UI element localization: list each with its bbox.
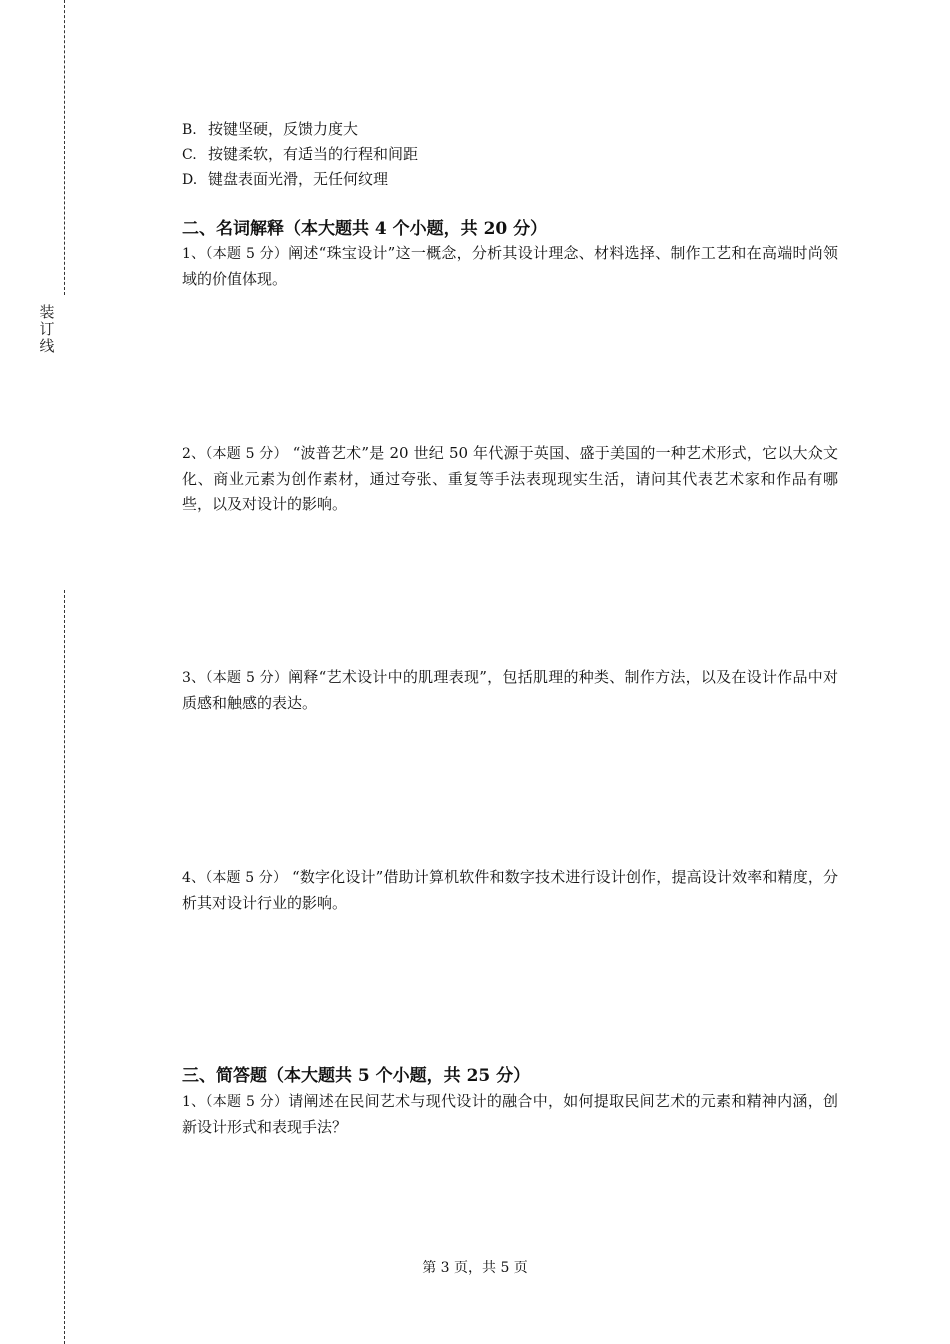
question-2-4: [182, 865, 838, 916]
section-title-definitions: 二、名词解释（本大题共 4 个小题，共 20 分）: [182, 219, 548, 239]
option-letter: D.: [182, 172, 198, 188]
question-3-1: [182, 1089, 838, 1140]
question-text: “波普艺术”是 20 世纪 50 年代源于英国、盛于美国的一种艺术形式，它以大众文化、商业元素为创作素材，通过夸张、重复等手法表现现实生活，请问其代表艺术家和作品有哪些，以及对设计的影响。: [182, 444, 838, 513]
question-text: 请阐述在民间艺术与现代设计的融合中，如何提取民间艺术的元素和精神内涵，创新设计形式和表现手法？: [182, 1092, 838, 1136]
question-2-2: [182, 441, 838, 517]
binding-dashed-line-bottom: [64, 590, 65, 1344]
binding-label: [38, 304, 56, 355]
question-number: 4、（本题 5 分）: [182, 870, 288, 886]
binding-label-char: 装: [39, 303, 55, 321]
section-title-short-answer: 三、简答题（本大题共 5 个小题，共 25 分）: [182, 1066, 531, 1086]
question-number: 1、（本题 5 分）: [182, 246, 289, 262]
question-number: 1、（本题 5 分）: [182, 1094, 289, 1110]
question-number: 2、（本题 5 分）: [182, 446, 288, 462]
option-text: 键盘表面光滑，无任何纹理: [208, 170, 389, 188]
binding-label-char: 订: [39, 320, 55, 338]
option-letter: B.: [182, 122, 197, 138]
question-number: 3、（本题 5 分）: [182, 670, 289, 686]
option-c: [182, 142, 418, 168]
page-number-footer: 第 3 页，共 5 页: [422, 1260, 528, 1276]
option-b: [182, 117, 358, 143]
question-text: 阐释“艺术设计中的肌理表现”，包括肌理的种类、制作方法，以及在设计作品中对质感和触感的表达。: [182, 668, 839, 712]
option-d: [182, 167, 388, 193]
question-2-1: [182, 241, 838, 292]
option-letter: C.: [182, 147, 197, 163]
question-2-3: [182, 665, 838, 716]
binding-label-char: 线: [39, 337, 55, 355]
option-text: 按键柔软，有适当的行程和间距: [208, 145, 419, 163]
binding-dashed-line-top: [64, 0, 65, 295]
question-text: 阐述“珠宝设计”这一概念，分析其设计理念、材料选择、制作工艺和在高端时尚领域的价值体现。: [182, 244, 839, 288]
option-text: 按键坚硬，反馈力度大: [208, 120, 359, 138]
question-text: “数字化设计”借助计算机软件和数字技术进行设计创作，提高设计效率和精度，分析其对设计行业的影响。: [182, 868, 839, 912]
